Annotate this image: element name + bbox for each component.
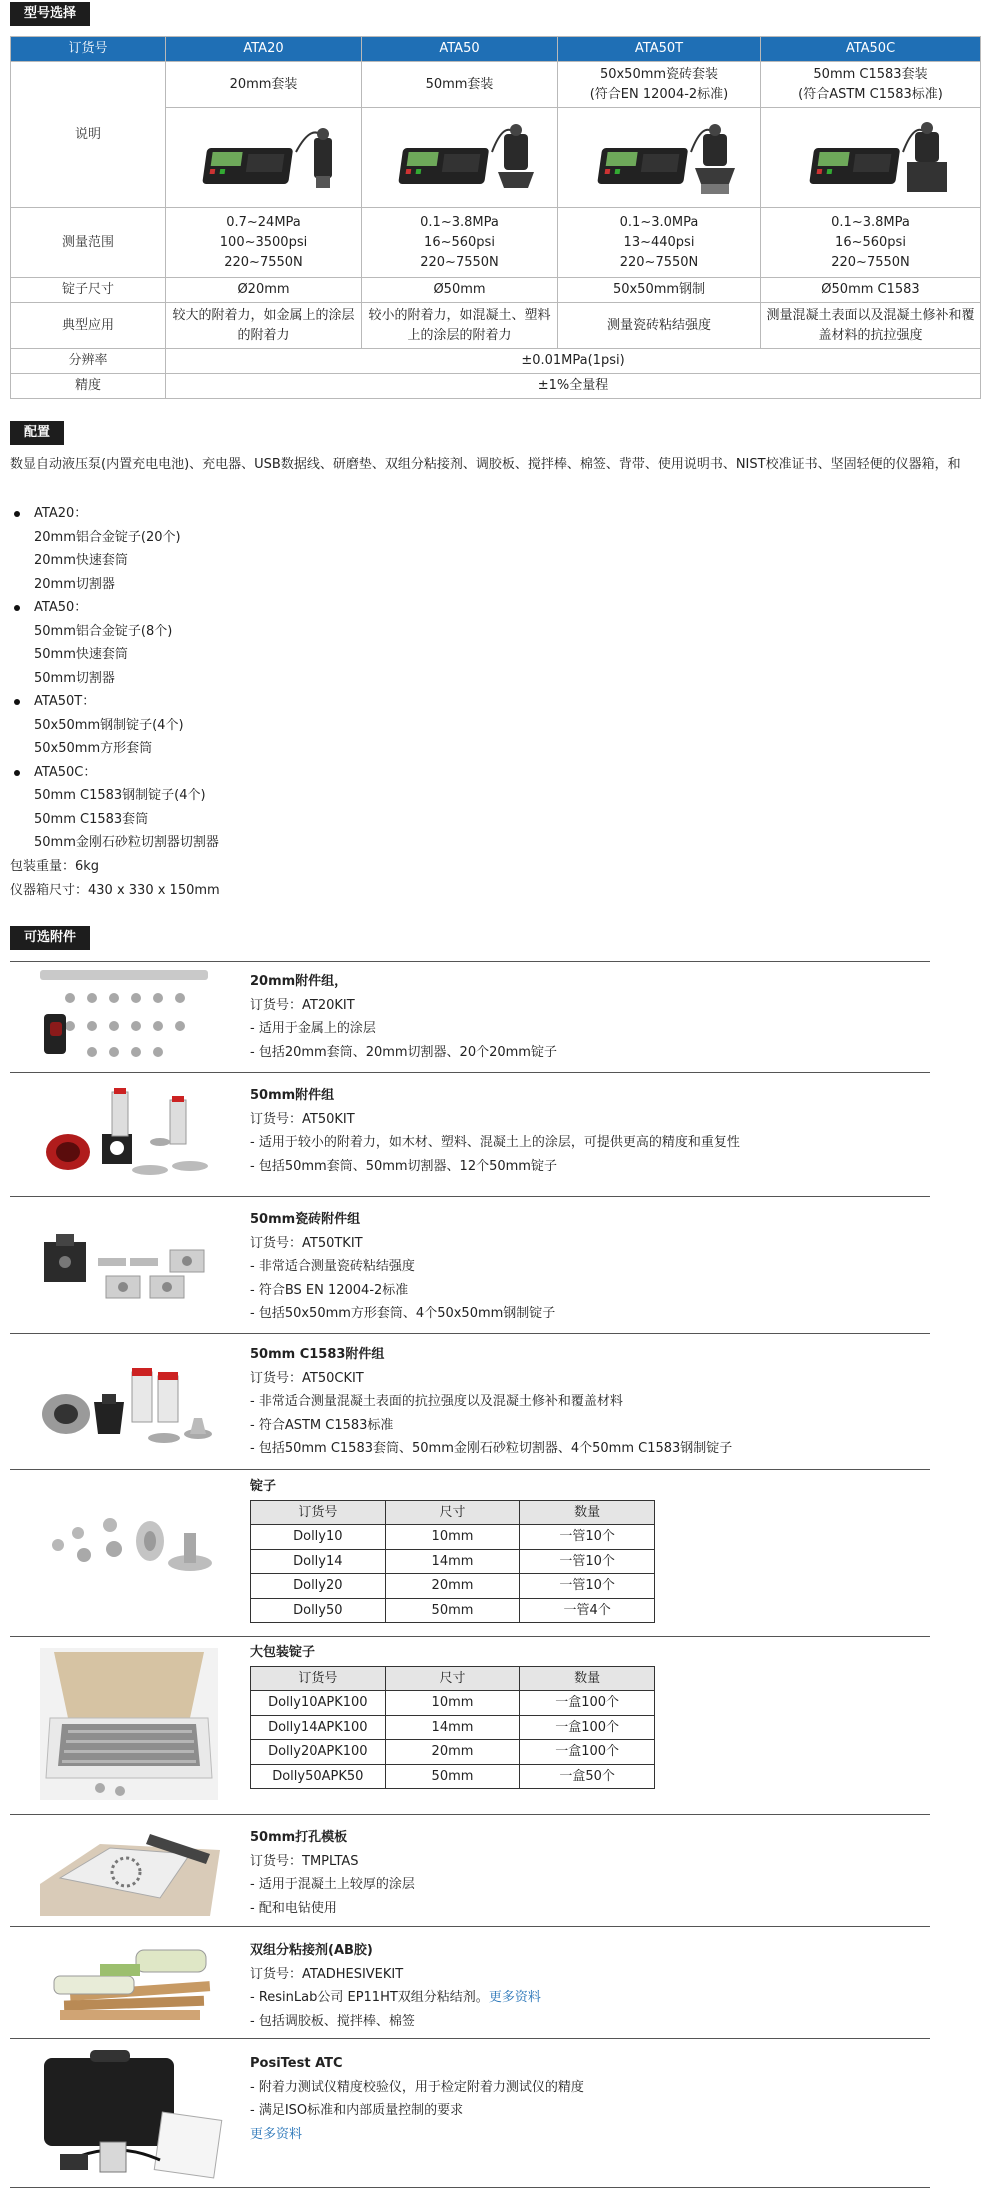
kit20-text <box>250 970 557 1064</box>
spec-desc-ata50: 50mm套装 <box>362 62 558 108</box>
bulk-cell: Dolly10APK100 <box>251 1691 386 1716</box>
spec-acc-label: 精度 <box>11 374 166 399</box>
adhesive-line: - 包括调胶板、搅拌棒、棉签 <box>250 2013 415 2029</box>
kit50t-title: 50mm瓷砖附件组 <box>250 1212 361 1227</box>
divider <box>10 1196 930 1197</box>
bulk-col: 数量 <box>520 1666 655 1691</box>
spec-res-label: 分辨率 <box>11 349 166 374</box>
divider <box>10 1333 930 1334</box>
config-intro: 数显自动液压泵(内置充电电池)、充电器、USB数据线、研磨垫、双组分粘接剂、调胶板、搅拌棒、棉签、背带、使用说明书、NIST校准证书、坚固轻便的仪器箱，和 <box>10 457 961 472</box>
template-text <box>250 1826 415 1920</box>
config-item-line: 50mm铝合金锭子(8个) <box>34 623 173 639</box>
divider <box>10 961 930 962</box>
divider <box>10 1926 930 1927</box>
divider <box>10 1469 930 1470</box>
kit50t-order: 订货号：AT50TKIT <box>250 1235 363 1251</box>
dollies-table <box>250 1500 655 1624</box>
kit50c-image <box>40 1358 215 1448</box>
table-row <box>251 1598 655 1623</box>
spec-img-cell-ata50c <box>761 108 981 208</box>
spec-header-row <box>11 37 981 62</box>
spec-desc-ata50t: 50x50mm瓷砖套装 (符合EN 12004-2标准) <box>558 62 761 108</box>
dollies-cell: 50mm <box>385 1598 520 1623</box>
config-item-ata50 <box>10 596 219 690</box>
spec-acc-row <box>11 374 981 399</box>
config-list <box>10 502 219 855</box>
spec-app-row <box>11 303 981 349</box>
bulk-cell: 一盒100个 <box>520 1740 655 1765</box>
kit50-text <box>250 1084 740 1178</box>
dollies-text <box>250 1475 655 1623</box>
package-weight: 包装重量：6kg <box>10 859 100 874</box>
kit50c-text <box>250 1343 732 1461</box>
config-item-line: 50mm快速套筒 <box>34 647 128 662</box>
spec-desc-ata20: 20mm套装 <box>166 62 362 108</box>
spec-app-ata50: 较小的附着力，如混凝土、塑料上的涂层的附着力 <box>362 303 558 349</box>
config-item-name: ATA20： <box>34 506 88 521</box>
kit20-image <box>40 968 215 1063</box>
kit50c-line: - 包括50mm C1583套筒、50mm金刚石砂粒切割器、4个50mm C1583钢制锭子 <box>250 1441 733 1456</box>
kit50-image <box>40 1082 215 1182</box>
adhesive-image <box>40 1936 218 2026</box>
kit20-line: - 包括20mm套筒、20mm切割器、20个20mm锭子 <box>250 1044 557 1060</box>
spec-img-cell-ata50 <box>362 108 558 208</box>
dollies-cell: Dolly14 <box>251 1549 386 1574</box>
spec-header-order: 订货号 <box>11 37 166 62</box>
positest-atc-image <box>40 2046 225 2182</box>
dollies-col: 订货号 <box>251 1500 386 1525</box>
bullet-icon <box>14 770 20 776</box>
section-tag-model: 型号选择 <box>10 2 90 26</box>
adhesive-title: 双组分粘接剂(AB胶) <box>250 1943 373 1958</box>
config-item-line: 50mm C1583钢制锭子(4个) <box>34 788 206 803</box>
bulk-cell: 20mm <box>385 1740 520 1765</box>
bullet-icon <box>14 699 20 705</box>
table-row <box>251 1549 655 1574</box>
spec-desc-title-row <box>11 62 981 108</box>
dollies-cell: Dolly10 <box>251 1525 386 1550</box>
spec-res-row <box>11 349 981 374</box>
dollies-cell: 一管10个 <box>520 1549 655 1574</box>
bulk-dollies-image <box>40 1648 218 1800</box>
kit50-order: 订货号：AT50KIT <box>250 1111 355 1127</box>
adhesive-line-text: - ResinLab公司 EP11HT双组分粘结剂。 <box>250 1990 489 2005</box>
bulk-cell: Dolly20APK100 <box>251 1740 386 1765</box>
bulk-cell: Dolly14APK100 <box>251 1715 386 1740</box>
bullet-icon <box>14 511 20 517</box>
atc-line: - 附着力测试仪精度校验仪，用于检定附着力测试仪的精度 <box>250 2079 584 2095</box>
bulk-table <box>250 1666 655 1790</box>
bulk-col: 订货号 <box>251 1666 386 1691</box>
spec-dolly-label: 锭子尺寸 <box>11 278 166 303</box>
spec-range-label: 测量范围 <box>11 208 166 278</box>
divider <box>10 1072 930 1073</box>
spec-img-cell-ata20 <box>166 108 362 208</box>
ata50t-instrument-image <box>579 114 739 202</box>
spec-range-ata50c: 0.1~3.8MPa 16~560psi 220~7550N <box>761 208 981 278</box>
section-tag-config: 配置 <box>10 421 64 445</box>
spec-dolly-ata20: Ø20mm <box>166 278 362 303</box>
spec-header-ata50c: ATA50C <box>761 37 981 62</box>
kit50c-order: 订货号：AT50CKIT <box>250 1370 364 1386</box>
config-item-ata50t <box>10 690 219 761</box>
spec-app-label: 典型应用 <box>11 303 166 349</box>
dollies-header <box>251 1500 655 1525</box>
spec-dolly-row <box>11 278 981 303</box>
kit50-line: - 包括50mm套筒、50mm切割器、12个50mm锭子 <box>250 1158 557 1174</box>
table-row <box>251 1574 655 1599</box>
spec-res-value: ±0.01MPa(1psi) <box>166 349 981 374</box>
kit50-line: - 适用于较小的附着力，如木材、塑料、混凝土上的涂层，可提供更高的精度和重复性 <box>250 1135 740 1150</box>
template-title: 50mm打孔模板 <box>250 1830 348 1845</box>
bulk-cell: 一盒100个 <box>520 1715 655 1740</box>
divider <box>10 1636 930 1637</box>
ata50-instrument-image <box>380 114 540 202</box>
bulk-col: 尺寸 <box>385 1666 520 1691</box>
atc-more-link[interactable]: 更多资料 <box>250 2126 303 2142</box>
adhesive-line <box>250 1986 541 2010</box>
spec-dolly-ata50c: Ø50mm C1583 <box>761 278 981 303</box>
kit50t-line: - 非常适合测量瓷砖粘结强度 <box>250 1259 415 1274</box>
kit20-order: 订货号：AT20KIT <box>250 997 355 1013</box>
config-item-line: 50mm C1583套筒 <box>34 811 149 827</box>
kit50c-title: 50mm C1583附件组 <box>250 1347 385 1362</box>
spec-dolly-ata50t: 50x50mm钢制 <box>558 278 761 303</box>
spec-app-ata50c: 测量混凝土表面以及混凝土修补和覆盖材料的抗拉强度 <box>761 303 981 349</box>
config-item-line: 50mm金刚石砂粒切割器切割器 <box>34 835 219 850</box>
spec-header-ata20: ATA20 <box>166 37 362 62</box>
config-item-line: 20mm铝合金锭子(20个) <box>34 529 181 545</box>
adhesive-more-link[interactable]: 更多资料 <box>488 1990 541 2005</box>
divider <box>10 2038 930 2039</box>
atc-text <box>250 2052 584 2146</box>
bulk-cell: 50mm <box>385 1764 520 1789</box>
bulk-cell: 一盒50个 <box>520 1764 655 1789</box>
spec-range-ata50t: 0.1~3.0MPa 13~440psi 220~7550N <box>558 208 761 278</box>
config-item-ata20 <box>10 502 219 596</box>
dollies-cell: 14mm <box>385 1549 520 1574</box>
table-row <box>251 1715 655 1740</box>
atc-title: PosiTest ATC <box>250 2056 343 2071</box>
kit50t-line: - 符合BS EN 12004-2标准 <box>250 1282 409 1298</box>
dollies-cell: Dolly50 <box>251 1598 386 1623</box>
config-item-ata50c <box>10 761 219 855</box>
config-item-name: ATA50： <box>34 600 88 615</box>
model-spec-table <box>10 36 981 399</box>
spec-range-row <box>11 208 981 278</box>
bulk-cell: 10mm <box>385 1691 520 1716</box>
dollies-image <box>40 1503 215 1583</box>
bulk-header <box>251 1666 655 1691</box>
config-item-line: 50x50mm方形套筒 <box>34 741 153 756</box>
kit20-line: - 适用于金属上的涂层 <box>250 1021 376 1036</box>
section-tag-accessories: 可选附件 <box>10 926 90 950</box>
table-row <box>251 1525 655 1550</box>
kit50t-text <box>250 1208 555 1326</box>
bulk-title: 大包装锭子 <box>250 1645 316 1660</box>
dollies-col: 数量 <box>520 1500 655 1525</box>
spec-header-ata50: ATA50 <box>362 37 558 62</box>
dollies-col: 尺寸 <box>385 1500 520 1525</box>
template-image <box>40 1824 220 1916</box>
kit50c-line: - 符合ASTM C1583标准 <box>250 1417 394 1433</box>
spec-desc-label: 说明 <box>11 62 166 208</box>
spec-acc-value: ±1%全量程 <box>166 374 981 399</box>
bulk-cell: 14mm <box>385 1715 520 1740</box>
template-line: - 配和电钻使用 <box>250 1900 337 1916</box>
bulk-cell: Dolly50APK50 <box>251 1764 386 1789</box>
table-row <box>251 1740 655 1765</box>
template-order: 订货号：TMPLTAS <box>250 1853 359 1869</box>
spec-dolly-ata50: Ø50mm <box>362 278 558 303</box>
spec-range-ata50: 0.1~3.8MPa 16~560psi 220~7550N <box>362 208 558 278</box>
spec-header-ata50t: ATA50T <box>558 37 761 62</box>
kit50-title: 50mm附件组 <box>250 1088 335 1103</box>
ata50c-instrument-image <box>791 114 951 202</box>
spec-app-ata50t: 测量瓷砖粘结强度 <box>558 303 761 349</box>
dollies-cell: Dolly20 <box>251 1574 386 1599</box>
dollies-cell: 一管10个 <box>520 1574 655 1599</box>
bulk-cell: 一盒100个 <box>520 1691 655 1716</box>
bulk-text <box>250 1641 655 1789</box>
dollies-title: 锭子 <box>250 1479 277 1494</box>
divider <box>10 2187 930 2188</box>
config-item-line: 20mm切割器 <box>34 576 115 592</box>
dollies-cell: 一管10个 <box>520 1525 655 1550</box>
spec-range-ata20: 0.7~24MPa 100~3500psi 220~7550N <box>166 208 362 278</box>
config-item-name: ATA50T： <box>34 694 96 709</box>
atc-line: - 满足ISO标准和内部质量控制的要求 <box>250 2103 464 2118</box>
kit20-title: 20mm附件组， <box>250 974 348 989</box>
kit50c-line: - 非常适合测量混凝土表面的抗拉强度以及混凝土修补和覆盖材料 <box>250 1394 623 1409</box>
table-row <box>251 1691 655 1716</box>
table-row <box>251 1764 655 1789</box>
dollies-cell: 一管4个 <box>520 1598 655 1623</box>
dollies-cell: 20mm <box>385 1574 520 1599</box>
config-item-line: 50x50mm钢制锭子(4个) <box>34 717 184 733</box>
spec-img-cell-ata50t <box>558 108 761 208</box>
adhesive-text <box>250 1939 541 2033</box>
kit50t-line: - 包括50x50mm方形套筒、4个50x50mm钢制锭子 <box>250 1306 556 1321</box>
dollies-cell: 10mm <box>385 1525 520 1550</box>
ata20-instrument-image <box>184 114 344 202</box>
bullet-icon <box>14 605 20 611</box>
template-line: - 适用于混凝土上较厚的涂层 <box>250 1877 415 1892</box>
case-size: 仪器箱尺寸：430 x 330 x 150mm <box>10 883 220 898</box>
config-item-line: 50mm切割器 <box>34 670 115 686</box>
adhesive-order: 订货号：ATADHESIVEKIT <box>250 1966 404 1982</box>
divider <box>10 1814 930 1815</box>
config-item-name: ATA50C： <box>34 764 97 780</box>
spec-desc-ata50c: 50mm C1583套装 (符合ASTM C1583标准) <box>761 62 981 108</box>
spec-app-ata20: 较大的附着力，如金属上的涂层的附着力 <box>166 303 362 349</box>
config-item-line: 20mm快速套筒 <box>34 553 128 568</box>
kit50t-image <box>40 1222 215 1312</box>
